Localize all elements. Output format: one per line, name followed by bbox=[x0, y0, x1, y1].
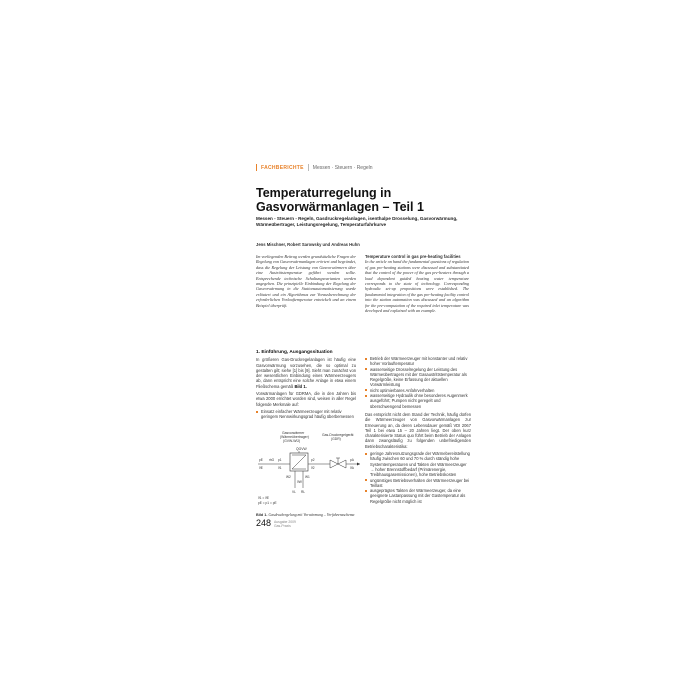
label-pe: pE bbox=[259, 458, 263, 462]
label-p2: p2 bbox=[311, 458, 315, 462]
abstract-german: Im vorliegenden Beitrag werden grundsätzliche Fragen der Regelung von Gasvorwärmanlagen erörtert und begründet, dass die Regelung der Leistung von Gasvorwärmern über eine Austrittstemperatur geführt werden sollte. Entsprechende technische Schaltungsvarianten werden angegeben. Die prinzipielle Einbindung der Regelung der Gasvorwärmung in die Stationsautomatisierung wurde erläutert und ein Algorithmus zur Vorausberechnung der erforderlichen Vorlauftemperatur entwickelt und an einem Beispiel überprüft. bbox=[256, 254, 356, 308]
header-bar bbox=[256, 164, 257, 171]
section-heading: 1. Einführung, Ausgangssituation bbox=[256, 350, 333, 355]
label-p1: p1 bbox=[278, 458, 282, 462]
article-title: Temperaturregelung in Gasvorwärmanlagen – Teil 1 bbox=[256, 186, 424, 214]
figure-caption bbox=[256, 513, 368, 517]
label-gdr: Gas-Druckregelgerät bbox=[322, 433, 354, 437]
label-t2: ϑ2 bbox=[311, 466, 315, 470]
figure-ref: Bild 1. bbox=[294, 383, 307, 389]
label-vl: VL bbox=[292, 490, 296, 494]
flow-arrow bbox=[357, 463, 360, 466]
column-right bbox=[365, 356, 471, 504]
equation-2: pE = p1 = pE bbox=[258, 501, 277, 505]
subsection-label: Messen · Steuern · Regeln bbox=[312, 164, 373, 171]
list-item: wasserseitige Drosselregelung der Leistung des Wärmeübertragers mit der Gasaustrittstemperatur als Regelgröße, keine Erfassung der aktuellen Vorwärmleistung bbox=[365, 367, 471, 388]
label-tw: ϑW bbox=[297, 480, 302, 484]
header-divider bbox=[308, 164, 309, 171]
regulator-valve-left bbox=[330, 460, 338, 468]
bullet-list-right-bottom bbox=[365, 451, 471, 504]
paragraph-3: Das entspricht nicht dem Stand der Technik, häufig dürfen die Wärmeerzeuger von Gasvorwärmanlagen zur Erneuerung an, da deren Lebensdauer gemäß VDI 2067 Teil 1 bei etwa 15 – 20 Jahren liegt. Der oben kurz charakterisierte Status quo führt beim Betrieb der Anlagen dann zwangsläufig zu folgenden unbefriedigenden Betriebscharakteristika: bbox=[365, 411, 471, 449]
section-label: FACHBERICHTE bbox=[261, 164, 304, 171]
page-footer bbox=[256, 519, 296, 528]
authors: Jens Mischner, Robert Sarowsky und Andreas Huhn bbox=[256, 242, 360, 247]
figure-diagram bbox=[256, 428, 364, 508]
label-pa: pA bbox=[350, 458, 354, 462]
column-left bbox=[256, 350, 356, 420]
journal-line-2: Gas-Praxis bbox=[274, 524, 291, 528]
label-t1: ϑ1 bbox=[278, 466, 282, 470]
process-diagram bbox=[256, 428, 364, 508]
bullet-list-left bbox=[256, 409, 356, 420]
abstract-english-title: Temperature control in gas pre-heating facilities bbox=[365, 254, 461, 259]
list-item: ausgeprägtes Takten der Wärmeerzeuger, da eine geeignete Lastanpassung mit der Gastemperatur als Regelgröße nicht möglich ist bbox=[365, 488, 471, 504]
label-gvw: Gasvorwärmer bbox=[282, 431, 305, 435]
list-item: nicht optimierbares Anfahrverhalten bbox=[365, 388, 471, 393]
caption-label: Bild 1. bbox=[256, 513, 268, 517]
label-gdr-2: (GDR) bbox=[331, 437, 341, 441]
label-w1: W1 bbox=[305, 475, 310, 479]
abstract-english-text: In the article on hand the fundamental questions of regulation of gas pre-heating stations were discussed and substantiated that the control of the power of the gas pre-heaters through a load dependent guided heating water temperature corresponds to the state of technology. Corresponding hydraulic set-up propositions were established. The fundamental integration of the gas pre-heating facility control into the station automation was discussed and an algorithm for the pre-computation of the required inlet temperature was developed and explained with an example. bbox=[365, 259, 470, 314]
label-gvw-2: (Wärmeübertrager) bbox=[280, 435, 309, 439]
list-item: Einsatz einfacher Wärmeerzeuger mit relativ geringem Nennwirkungsgrad häufig überbemessen bbox=[256, 409, 356, 420]
list-item: geringe Jahresnutzungsgrade der Wärmebereitstellung häufig zwischen 60 und 70 % durch ständig hohe Systemtemperaturen und Takten der Wärmeerzeuger → hoher Brennstoffbedarf (Primärenergie, Treibhausgasemissionen), hohe Betriebskosten bbox=[365, 451, 471, 477]
caption-text: Gasdruckregelung mit Vorwärmung – Verfahrensschema bbox=[268, 513, 355, 517]
label-w2: W2 bbox=[286, 475, 291, 479]
section-header bbox=[256, 164, 373, 171]
regulator-valve-right bbox=[338, 460, 346, 468]
list-item: ungünstiges Betriebsverhalten der Wärmeerzeuger bei Teillast bbox=[365, 478, 471, 489]
list-item: wasserseitige Hydraulik ohne besonderes Augenmerk ausgeführt; Pumpen nicht geregelt und überschwengend bemessen bbox=[365, 393, 471, 409]
paragraph-1 bbox=[256, 357, 356, 389]
label-ta: ϑA bbox=[350, 466, 354, 470]
bullet-list-right-top bbox=[365, 356, 471, 409]
label-m: ṁG bbox=[269, 458, 275, 462]
keywords: Messen - Steuern - Regeln, Gasdruckregelanlagen, isenthalpe Drosselung, Gasvorwärmung, Wärmeübertrager, Leistungsregelung, Temperaturfahrkurve bbox=[256, 216, 458, 228]
journal-page bbox=[224, 156, 488, 576]
label-rl: RL bbox=[301, 490, 306, 494]
list-item: Betrieb der Wärmeerzeuger mit konstanter und relativ hoher Vorlauftemperatur bbox=[365, 356, 471, 367]
journal-line-1: Ausgabe 2009 bbox=[274, 520, 296, 524]
equation-1: ϑ1 = ϑE bbox=[258, 496, 270, 500]
paragraph-2: Vorwärmanlagen für GDRMA, die in den Jahren bis etwa 2000 errichtet worden sind, weisen in aller Regel folgende Merkmale auf: bbox=[256, 391, 356, 407]
label-q: Q̇GVW bbox=[296, 447, 307, 451]
abstract-english bbox=[365, 254, 469, 313]
label-te: ϑE bbox=[259, 466, 263, 470]
page-number: 248 bbox=[256, 518, 272, 528]
label-gvw-3: (GVW-WÜ) bbox=[283, 439, 301, 443]
paragraph-1-text: In größeren Gas-Druckregelanlagen ist häufig eine Gasvorwärmung vorzusehen, die so optimal zu gestalten gilt; siehe [1] bis [9]. Sieht man zunächst von der wesentlichen Einbindung eines Wärmeerzeugers ab, dann entspricht eine solche Anlage in etwa einem Fließschema gemäß bbox=[256, 357, 356, 389]
